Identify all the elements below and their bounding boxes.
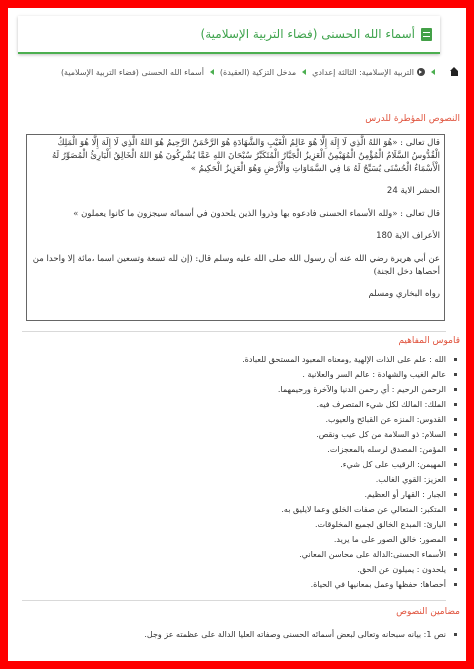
- concepts-list: [22, 352, 460, 592]
- contents-section-title: مضامين النصوص: [396, 607, 460, 617]
- concepts-section-title: قاموس المفاهيم: [398, 336, 460, 346]
- section-divider: [22, 600, 446, 601]
- breadcrumb: [14, 64, 460, 80]
- list-item: الملك: المالك لكل شيء المتصرف فيه.: [22, 397, 460, 412]
- list-item: القدوس: المنزه عن القبائح والعيوب.: [22, 412, 460, 427]
- texts-section-title: النصوص المؤطرة للدرس: [365, 114, 460, 124]
- list-item: البارئ: المبدع الخالق لجميع المخلوقات.: [22, 517, 460, 532]
- list-item: الله : علم على الذات الإلهية ,ومعناه المعبود المستحق للعبادة.: [22, 352, 460, 367]
- document-icon: [421, 28, 432, 41]
- breadcrumb-item-unit[interactable]: مدخل التزكية (العقيدة): [219, 67, 297, 77]
- framed-texts-box: [26, 134, 445, 321]
- reference-3: رواه البخاري ومسلم: [368, 289, 440, 299]
- list-item: المتكبر: المتعالي عن صفات الخلق وعما لايليق به.: [22, 502, 460, 517]
- reference-2: الأعراف الاية 180: [376, 231, 440, 241]
- play-circle-icon: [417, 68, 425, 76]
- section-divider: [22, 331, 446, 332]
- breadcrumb-separator-icon: [210, 69, 214, 75]
- list-item: العزيز: القوي الغالب.: [22, 472, 460, 487]
- reference-1: الحشر الاية 24: [386, 186, 440, 196]
- breadcrumb-item-current: أسماء الله الحسنى (فضاء التربية الإسلامية): [60, 67, 204, 77]
- list-item: نص 1: بيانه سبحانه وتعالى لبعض أسمائه الحسنى وصفاته العليا الدالة على عظمته عز وجل.: [22, 627, 460, 642]
- hadith-text: عن أبي هريرة رضي الله عنه أن رسول الله صلى الله عليه وسلم قال: (إن لله تسعة وتسعين اسما ،مائة إلا واحدا من أحصاها دخل الجنة): [32, 254, 440, 277]
- list-item: السلام: ذو السلامة من كل عيب ونقص.: [22, 427, 460, 442]
- home-icon[interactable]: [449, 67, 460, 77]
- list-item: المؤمن: المصدق لرسله بالمعجزات.: [22, 442, 460, 457]
- breadcrumb-item-subject[interactable]: التربية الإسلامية: الثالثة إعدادي: [312, 67, 414, 77]
- quran-text-1: قال تعالى : «هُوَ اللهُ الَّذِي لَا إِلَهَ إِلَّا هُوَ عَالِمُ الْغَيْبِ وَالشَّهَادَةِ هُوَ الرَّحْمَنُ الرَّحِيمُ هُوَ اللهُ الَّذِي لَا إِلَهَ إِلَّا هُوَ الْمَلِكُ الْقُدُّوسُ السَّلَامُ الْمُؤْمِنُ الْمُهَيْمِنُ الْعَزِيزُ الْجَبَّارُ الْمُتَكَبِّرُ سُبْحَانَ اللهِ عَمَّا يُشْرِكُونَ هُوَ اللهُ الْخَالِقُ الْبَارِئُ الْمُصَوِّرُ لَهُ الْأَسْمَاءُ الْحُسْنَى يُسَبِّحُ لَهُ مَا فِي السَّمَاوَاتِ وَالْأَرْضِ وَهُوَ الْعَزِيزُ الْحَكِيمُ »: [51, 138, 440, 174]
- list-item: المهيمن: الرقيب على كل شيء.: [22, 457, 460, 472]
- page-title: أسماء الله الحسنى (فضاء التربية الإسلامية): [200, 27, 415, 41]
- list-item: عالم الغيب والشهادة : عالم السر والعلانية .: [22, 367, 460, 382]
- list-item: الأسماء الحسنى:الدالة على محاسن المعاني.: [22, 547, 460, 562]
- contents-list: [22, 627, 460, 642]
- list-item: أحصاها: حفظها وعمل بمعانيها في الحياة.: [22, 577, 460, 592]
- list-item: المصور: خالق الصور على ما يريد.: [22, 532, 460, 547]
- breadcrumb-separator-icon: [302, 69, 306, 75]
- list-item: يلحدون : يميلون عن الحق.: [22, 562, 460, 577]
- quran-text-2: قال تعالى : «ولله الأسماء الحسنى فادعوه بها وذروا الذين يلحدون في أسمائه سيجزون ما كانوا يعملون »: [73, 209, 440, 219]
- list-item: الجبار : القهار أو العظيم.: [22, 487, 460, 502]
- breadcrumb-separator-icon: [431, 69, 435, 75]
- list-item: الرحمن الرحيم : أي رحمن الدنيا والآخرة ورحيمهما.: [22, 382, 460, 397]
- page-header: [18, 16, 440, 54]
